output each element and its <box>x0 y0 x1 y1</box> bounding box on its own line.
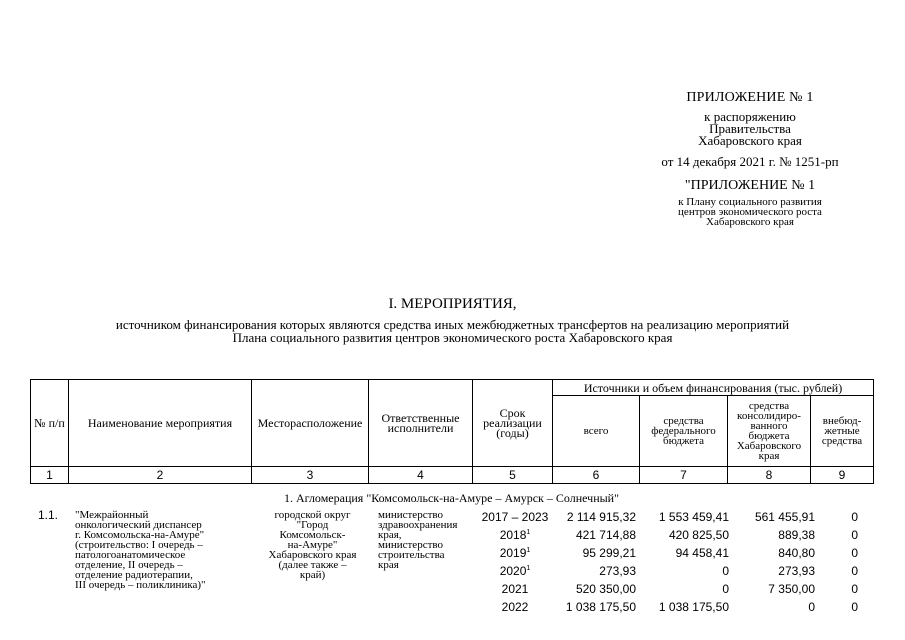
header-regional: средства консолидиро-ванного бюджета Хабаровского края <box>728 396 811 467</box>
column-number: 8 <box>728 467 811 484</box>
header-federal: средства федерального бюджета <box>640 396 728 467</box>
table-row <box>476 580 866 598</box>
column-number: 1 <box>31 467 69 484</box>
extra-cell: 0 <box>851 564 858 578</box>
column-number: 9 <box>811 467 874 484</box>
item-location-line: (далее также – <box>278 559 347 571</box>
appendix-line: Хабаровского края <box>698 133 802 148</box>
header-location: Месторасположение <box>252 380 369 467</box>
year-cell: 2020$^1$ <box>499 564 531 578</box>
regional-cell: 7 350,00 <box>768 582 815 596</box>
header-term: Срок реализации (годы) <box>473 380 553 467</box>
item-name-line: патологоанатомическое <box>75 549 186 561</box>
section-subtitle: источником финансирования которых являются средства иных межбюджетных трансфертов на реализацию мероприятий <box>115 317 790 332</box>
measures-table <box>30 379 874 484</box>
total-cell: 273,93 <box>599 564 636 578</box>
table-row <box>476 562 866 580</box>
year-cell: 2019$^1$ <box>499 546 531 560</box>
item-executor-line: края, <box>378 529 402 541</box>
header-name: Наименование мероприятия <box>69 380 252 467</box>
extra-cell: 0 <box>851 546 858 560</box>
year-cell: 2018$^1$ <box>499 528 531 542</box>
item-location-line: Комсомольск- <box>279 529 346 541</box>
section-subtitle: Плана социального развития центров экономического роста Хабаровского края <box>232 330 673 345</box>
header-num: № п/п <box>31 380 69 467</box>
item-name <box>75 510 250 590</box>
item-executor-line: строительства <box>378 549 445 561</box>
federal-cell: 0 <box>722 564 729 578</box>
column-number: 2 <box>69 467 252 484</box>
extra-cell: 0 <box>851 510 858 524</box>
appendix-line: к распоряжению <box>704 109 796 124</box>
item-executor-line: здравоохранения <box>378 519 458 531</box>
item-executor-line: министерство <box>378 509 444 521</box>
total-cell: 520 350,00 <box>575 582 636 596</box>
item-executors <box>378 510 473 570</box>
regional-cell: 273,93 <box>778 564 815 578</box>
header-executors: Ответственные исполнители <box>369 380 473 467</box>
header-extrabudget: внебюд-жетные средства <box>811 396 874 467</box>
header-total: всего <box>553 396 640 467</box>
column-number: 3 <box>252 467 369 484</box>
column-number: 7 <box>640 467 728 484</box>
federal-cell: 0 <box>722 582 729 596</box>
table-row <box>476 508 866 526</box>
table-row <box>476 598 866 616</box>
extra-cell: 0 <box>851 582 858 596</box>
year-cell: 2021 <box>501 582 529 596</box>
plan-appendix-line: центров экономического роста <box>678 206 822 218</box>
item-name-line: отделение, II очередь – <box>75 559 183 571</box>
table-row <box>476 526 866 544</box>
item-name-line: III очередь – поликлиника)" <box>75 579 206 591</box>
column-number: 6 <box>553 467 640 484</box>
item-name-line: (строительство: I очередь – <box>75 539 203 551</box>
extra-cell: 0 <box>851 528 858 542</box>
plan-appendix-line: к Плану социального развития <box>678 196 822 208</box>
extra-cell: 0 <box>851 600 858 614</box>
appendix-line: Правительства <box>709 121 791 136</box>
item-location-line: на-Амуре" <box>287 539 338 551</box>
regional-cell: 840,80 <box>778 546 815 560</box>
financing-rows <box>476 508 866 616</box>
item-name-line: отделение радиотерапии, <box>75 569 193 581</box>
year-cell: 2017 – 2023 <box>481 510 549 524</box>
federal-cell: 420 825,50 <box>668 528 729 542</box>
item-name-line: онкологический диспансер <box>75 519 202 531</box>
regional-cell: 0 <box>808 600 815 614</box>
item-location-line: край) <box>299 569 326 581</box>
table-row <box>476 544 866 562</box>
appendix-title: ПРИЛОЖЕНИЕ № 1 <box>686 90 814 105</box>
section-title: I. МЕРОПРИЯТИЯ, <box>388 296 517 312</box>
total-cell: 1 038 175,50 <box>565 600 636 614</box>
item-location-line: "Город <box>296 519 329 531</box>
appendix-date: от 14 декабря 2021 г. № 1251-рп <box>661 154 839 169</box>
plan-appendix-line: Хабаровского края <box>706 216 794 228</box>
header-financing: Источники и объем финансирования (тыс. рублей) <box>553 380 874 396</box>
regional-cell: 561 455,91 <box>754 510 815 524</box>
column-number: 5 <box>473 467 553 484</box>
item-name-line: г. Комсомольска-на-Амуре" <box>75 529 205 541</box>
federal-cell: 1 038 175,50 <box>658 600 729 614</box>
regional-cell: 889,38 <box>778 528 815 542</box>
year-cell: 2022 <box>501 600 529 614</box>
item-executor-line: края <box>378 559 399 571</box>
item-name-line: "Межрайонный <box>75 509 149 521</box>
item-index: 1.1. <box>38 508 59 522</box>
total-cell: 2 114 915,32 <box>566 510 636 524</box>
federal-cell: 94 458,41 <box>675 546 729 560</box>
item-location-line: Хабаровского края <box>268 549 357 561</box>
plan-appendix-title: "ПРИЛОЖЕНИЕ № 1 <box>684 178 816 193</box>
total-cell: 95 299,21 <box>582 546 636 560</box>
total-cell: 421 714,88 <box>575 528 636 542</box>
item-location <box>255 510 370 580</box>
group-title: 1. Агломерация "Комсомольск-на-Амуре – Амурск – Солнечный" <box>283 491 620 505</box>
federal-cell: 1 553 459,41 <box>658 510 729 524</box>
item-location-line: городской округ <box>274 509 351 521</box>
column-number: 4 <box>369 467 473 484</box>
item-executor-line: министерство <box>378 539 444 551</box>
